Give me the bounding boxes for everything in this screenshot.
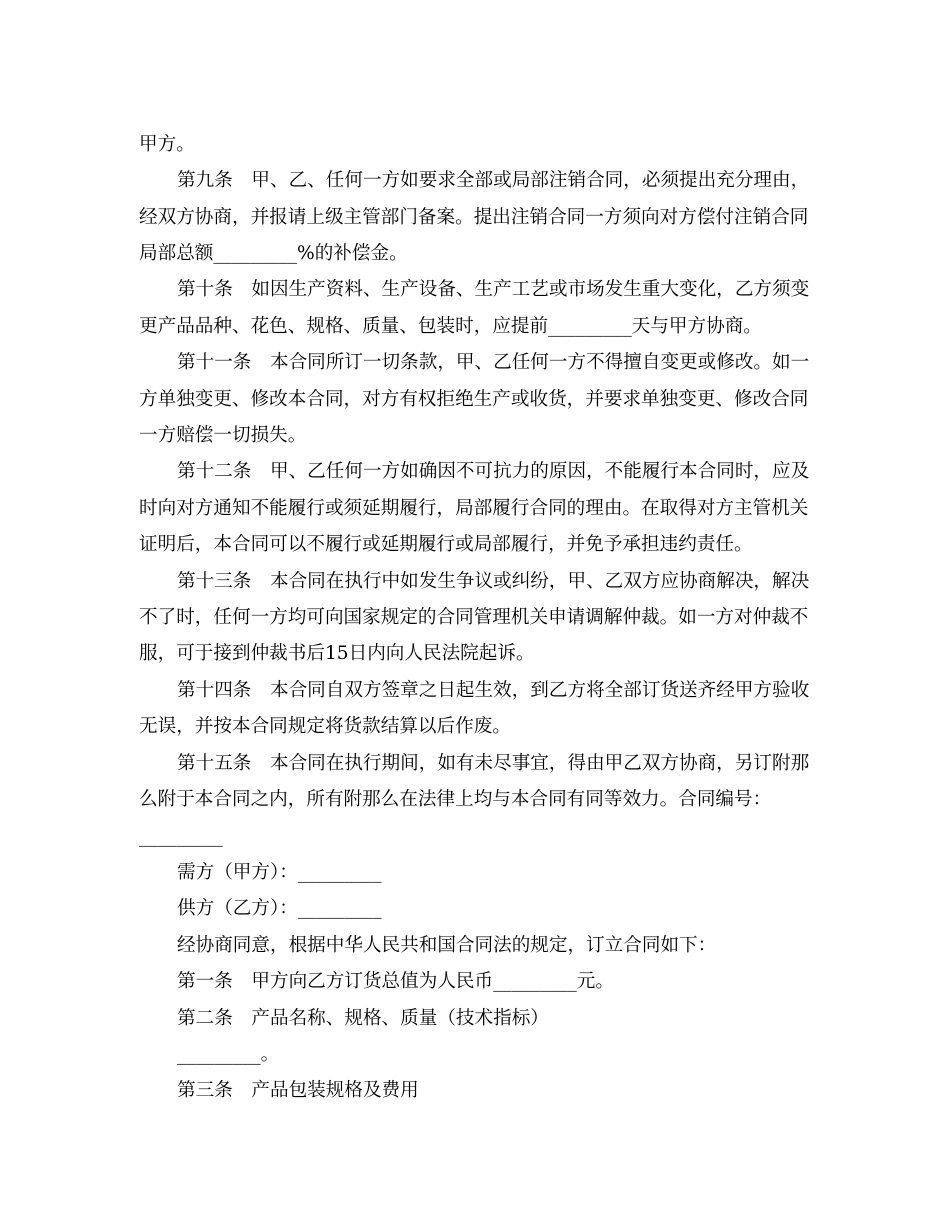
text-line: 第三条 产品包装规格及费用 bbox=[177, 1080, 419, 1101]
text-line: 不了时，任何一方均可向国家规定的合同管理机关申请调解仲裁。如一方对仲裁不 bbox=[139, 607, 809, 628]
text-line: 第二条 产品名称、规格、质量（技术指标） bbox=[177, 1008, 549, 1029]
text-line: 甲方。 bbox=[139, 134, 195, 155]
text-line: 第十一条 本合同所订一切条款，甲、乙任何一方不得擅自变更或修改。如一 bbox=[177, 352, 810, 373]
text-line: 局部总额_________%的补偿金。 bbox=[139, 243, 408, 264]
text-line: 第十二条 甲、乙任何一方如确因不可抗力的原因，不能履行本合同时，应及 bbox=[177, 461, 810, 482]
text-line: 经协商同意，根据中华人民共和国合同法的规定，订立合同如下： bbox=[177, 935, 717, 956]
text-line: 第十条 如因生产资料、生产设备、生产工艺或市场发生重大变化，乙方须变 bbox=[177, 279, 810, 300]
text-line: 经双方协商，并报请上级主管部门备案。提出注销合同一方须向对方偿付注销合同 bbox=[139, 207, 809, 228]
text-line: 无误，并按本合同规定将货款结算以后作废。 bbox=[139, 716, 511, 737]
text-line: 一方赔偿一切损失。 bbox=[139, 425, 307, 446]
text-line: 证明后，本合同可以不履行或延期履行或局部履行，并免予承担违约责任。 bbox=[139, 534, 753, 555]
text-line: 第九条 甲、乙、任何一方如要求全部或局部注销合同，必须提出充分理由， bbox=[177, 170, 810, 191]
text-line: 第十三条 本合同在执行中如发生争议或纠纷，甲、乙双方应协商解决，解决 bbox=[177, 571, 810, 592]
text-line: 更产品品种、花色、规格、质量、包装时，应提前_________天与甲方协商。 bbox=[139, 316, 762, 337]
text-line: _________ bbox=[139, 826, 223, 847]
text-line: 需方（甲方）：_________ bbox=[177, 862, 382, 883]
text-line: 第十五条 本合同在执行期间，如有未尽事宜，得由甲乙双方协商，另订附那 bbox=[177, 753, 810, 774]
text-line: 么附于本合同之内，所有附那么在法律上均与本合同有同等效力。合同编号： bbox=[139, 789, 772, 810]
text-line: 服，可于接到仲裁书后15日内向人民法院起诉。 bbox=[139, 643, 535, 664]
text-line: 第一条 甲方向乙方订货总值为人民币_________元。 bbox=[177, 971, 614, 992]
text-line: 时向对方通知不能履行或须延期履行，局部履行合同的理由。在取得对方主管机关 bbox=[139, 498, 809, 519]
text-line: _________。 bbox=[177, 1044, 280, 1065]
text-line: 第十四条 本合同自双方签章之日起生效，到乙方将全部订货送齐经甲方验收 bbox=[177, 680, 810, 701]
text-line: 方单独变更、修改本合同，对方有权拒绝生产或收货，并要求单独变更、修改合同 bbox=[139, 389, 809, 410]
text-line: 供方（乙方）：_________ bbox=[177, 898, 382, 919]
